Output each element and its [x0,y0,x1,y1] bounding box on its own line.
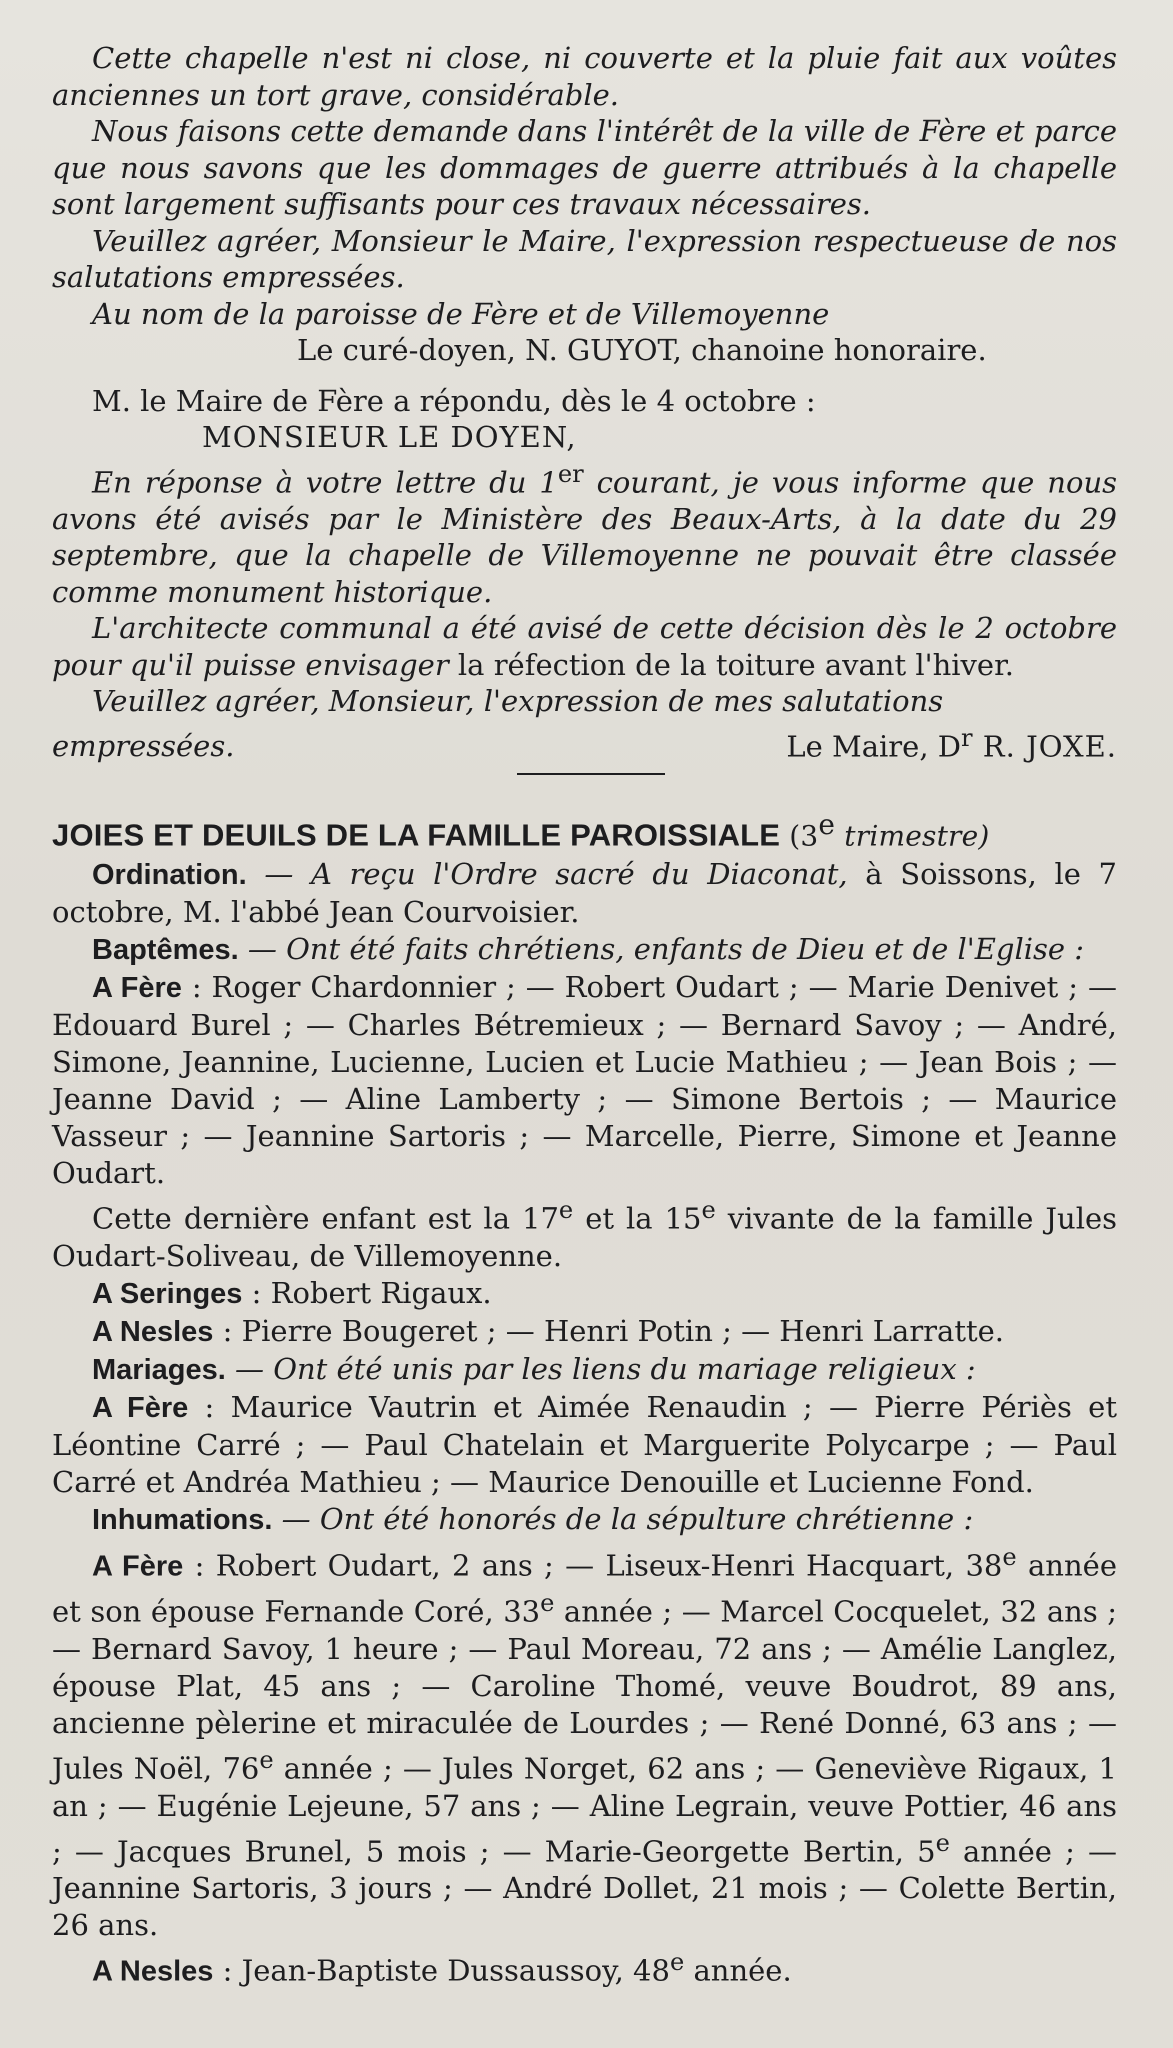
reply-paragraph-1 [52,456,1117,611]
mar-fere-text: : Maurice Vautrin et Aimée Renaudin ; — Pierre Périès et Léontine Carré ; — Paul Chatelain et Marguerite Polycarpe ; — Paul Carré et Andréa Mathieu ; — Maurice Denouille et Lucienne Fond. [52,1389,1117,1499]
reply-p1-sup: er [557,459,584,488]
inh-sup-2: e [540,1589,555,1618]
trimester-sup: e [818,807,836,841]
inh-fere-part-2: année et son épouse Fernande Coré, 33 [52,1548,1117,1630]
ordination-label: Ordination. [92,859,247,892]
inh-fere-part-1: : Robert Oudart, 2 ans ; — Liseux-Henri Hacquart, 38 [183,1548,1003,1583]
reply-p1-b: courant, je vous informe que nous avons été avisés par le Ministère des Beaux-Arts, à la date du 29 septembre, que la chapelle de Villemoyenne ne pouvait être classée comme monument historique. [52,465,1118,609]
note-part-3: vivante de la famille Jules Oudart-Soliveau, de Villemoyenne. [52,1201,1118,1273]
baptemes-heading [52,931,1117,969]
section-body [52,856,1117,1991]
mar-fere-label: A Fère [92,1391,189,1424]
reply-signature-sup: r [961,723,973,752]
trimester-open: (3 [780,819,819,853]
baptemes-fere [52,969,1117,1192]
inh-nesles-part-1: : Jean-Baptiste Dussaussoy, 48 [213,1954,670,1989]
bapt-nesles-label: A Nesles [92,1315,214,1348]
baptemes-nesles [52,1313,1117,1351]
inhumations-heading [52,1501,1117,1539]
section-divider [517,773,665,775]
inh-sup-5: e [669,1948,685,1977]
inh-nesles-label: A Nesles [92,1956,214,1989]
reply-p1-a: En réponse à votre lettre du 1 [92,465,558,500]
ordination-italic: — A reçu l'Ordre sacré du Diaconat, [246,857,848,892]
note-sup-2: e [701,1196,716,1225]
inh-fere-part-5: année ; — Jeannine Sartoris, 3 jours ; — André Dollet, 21 mois ; — Colette Bertin, 26 ans. [52,1834,1117,1943]
bapt-seringes-label: A Seringes [92,1277,243,1310]
bapt-nesles-text: : Pierre Bougeret ; — Henri Potin ; — Henri Larratte. [213,1313,1005,1348]
inh-sup-1: e [1002,1542,1017,1571]
inhum-italic: — Ont été honorés de la sépulture chrétienne : [272,1501,974,1536]
note-part-1: Cette dernière enfant est la 17 [92,1201,559,1236]
baptemes-seringes [52,1275,1117,1313]
section-title [52,805,1117,856]
reply-signature-name: R. JOXE. [972,729,1117,764]
mariages-label: Mariages. [92,1353,226,1386]
ordination-text: à Soissons, le 7 octobre, M. l'abbé Jean Courvoisier. [52,857,1117,930]
inhum-label: Inhumations. [92,1503,273,1536]
note-sup-1: e [558,1196,574,1225]
bapt-seringes-text: : Robert Rigaux. [242,1275,492,1310]
ordination-paragraph [52,856,1117,931]
letter-paragraph-4: Au nom de la paroisse de Fère et de Villemoyenne [92,296,830,331]
reply-signature [786,720,1117,765]
bapt-fere-text: : Roger Chardonnier ; — Robert Oudart ; — Marie Denivet ; — Edouard Burel ; — Charles Bétremieux ; — Bernard Savoy ; — André, Simone, Jeannine, Lucienne, Lucien et Lucie Mathieu ; — Jean Bois ; — Jeanne David ; — Aline Lamberty ; — Simone Bertois ; — Maurice Vasseur ; — Jeannine Sartoris ; — Marcelle, Pierre, Simone et Jeanne Oudart. [52,970,1117,1191]
reply-closing-word: empressées. [52,729,235,764]
reply-salutation: MONSIEUR LE DOYEN, [202,420,577,454]
inh-nesles-part-2: année. [684,1954,792,1989]
trimester-close: trimestre) [835,819,990,853]
inh-sup-3: e [259,1746,274,1775]
inh-fere-part-3: année ; — Marcel Cocquelet, 32 ans ; — Bernard Savoy, 1 heure ; — Paul Moreau, 72 ans ; — Amélie Langlez, épouse Plat, 45 ans ; — Caroline Thomé, veuve Boudrot, 89 ans, ancienne pèlerine et miraculée de Lourdes ; — René Donné, 63 ans ; — Jules Noël, 76 [52,1595,1118,1786]
note-part-2: et la 15 [573,1201,702,1236]
inhumations-fere [52,1539,1117,1945]
section-title-text: JOIES ET DEUILS DE LA FAMILLE PAROISSIALE [52,817,781,853]
mariages-heading [52,1351,1117,1389]
reply-p2-roman: la réfection de la toiture avant l'hiver. [448,647,1014,682]
letter-paragraph-1: Cette chapelle n'est ni close, ni couverte et la pluie fait aux voûtes anciennes un tort grave, considérable. [52,41,1117,112]
letter-signature: Le curé-doyen, N. GUYOT, chanoine honoraire. [297,333,987,367]
reply-signature-prefix: Le Maire, D [786,729,962,764]
reply-paragraph-2 [52,610,1117,683]
baptemes-italic: — Ont été faits chrétiens, enfants de Dieu et de l'Eglise : [238,932,1085,967]
mariages-fere [52,1389,1117,1501]
reply-p2-italic: L'architecte communal a été avisé de cette décision dès le 2 octobre pour qu'il puisse envisager [52,611,1117,682]
inh-sup-4: e [935,1828,950,1857]
reply-closing-line [52,720,1117,765]
reply-paragraph-3: Veuillez agréer, Monsieur, l'expression de mes salutations [92,684,944,719]
bapt-fere-label: A Fère [92,972,182,1005]
inh-fere-label: A Fère [92,1550,184,1583]
letter-paragraph-2: Nous faisons cette demande dans l'intérêt de la ville de Fère et parce que nous savons que les dommages de guerre attribués à la chapelle sont largement suffisants pour ces travaux nécessaires. [52,114,1117,221]
mariages-italic: — Ont été unis par les liens du mariage religieux : [225,1351,976,1386]
inhumations-nesles [52,1944,1117,1991]
baptemes-note [52,1192,1117,1275]
letter-paragraph-3: Veuillez agréer, Monsieur le Maire, l'expression respectueuse de nos salutations empressées. [52,223,1117,294]
baptemes-label: Baptêmes. [92,934,239,967]
inh-fere-part-4: année ; — Jules Norget, 62 ans ; — Geneviève Rigaux, 1 an ; — Eugénie Lejeune, 57 ans ; — Aline Legrain, veuve Pottier, 46 ans ; — Jacques Brunel, 5 mois ; — Marie-Georgette Bertin, 5 [52,1751,1117,1869]
reply-intro: M. le Maire de Fère a répondu, dès le 4 octobre : [92,383,816,418]
